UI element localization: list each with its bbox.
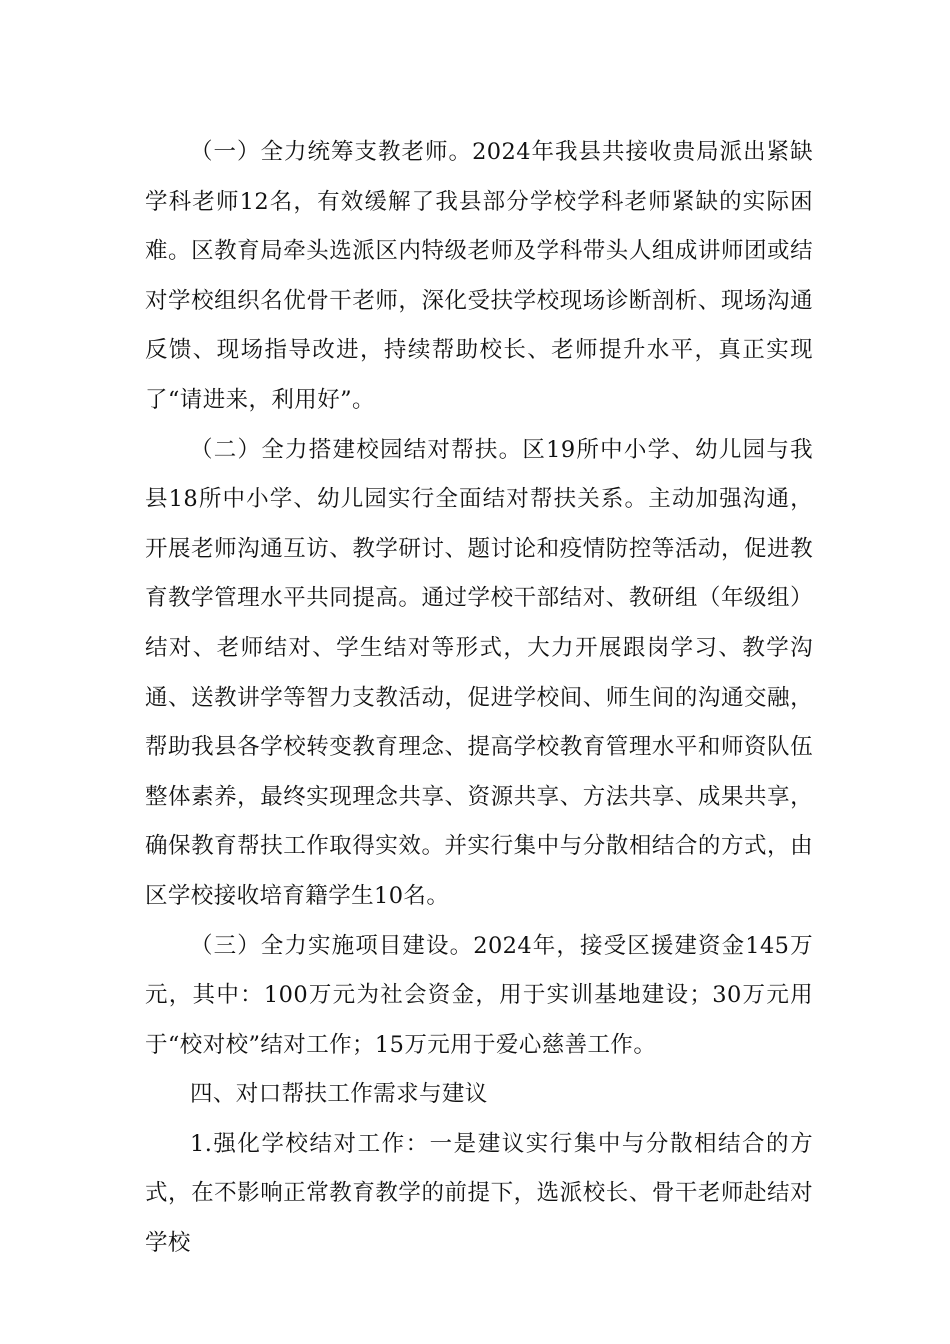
paragraph-project-construction: （三）全力实施项目建设。2024年，接受区援建资金145万元，其中：100万元为社会资金，用于实训基地建设；30万元用于“校对校”结对工作；15万元用于爱心慈善工作。 <box>145 932 813 1058</box>
paragraph-teacher-support: （一）全力统筹支教老师。2024年我县共接收贵局派出紧缺学科老师12名，有效缓解了我县部分学校学科老师紧缺的实际困难。区教育局牵头选派区内特级老师及学科带头人组成讲师团或结对学校组织名优骨干老师，深化受扶学校现场诊断剖析、现场沟通反馈、现场指导改进，持续帮助校长、老师提升水平，真正实现了“请进来，利用好”。 <box>145 139 813 413</box>
document-body <box>145 128 813 1269</box>
paragraph-suggestion-1: 1.强化学校结对工作：一是建议实行集中与分散相结合的方式，在不影响正常教育教学的前提下，选派校长、骨干老师赴结对学校 <box>145 1130 813 1257</box>
section-heading: 四、对口帮扶工作需求与建议 <box>190 1081 488 1108</box>
paragraph-school-pairing: （二）全力搭建校园结对帮扶。区19所中小学、幼儿园与我县18所中小学、幼儿园实行全面结对帮扶关系。主动加强沟通，开展老师沟通互访、教学研讨、题讨论和疫情防控等活动，促进教育教学管理水平共同提高。通过学校干部结对、教研组（年级组）结对、老师结对、学生结对等形式，大力开展跟岗学习、教学沟通、送教讲学等智力支教活动，促进学校间、师生间的沟通交融，帮助我县各学校转变教育理念、提高学校教育管理水平和师资队伍整体素养，最终实现理念共享、资源共享、方法共享、成果共享，确保教育帮扶工作取得实效。并实行集中与分散相结合的方式，由区学校接收培育籍学生10名。 <box>145 436 813 909</box>
